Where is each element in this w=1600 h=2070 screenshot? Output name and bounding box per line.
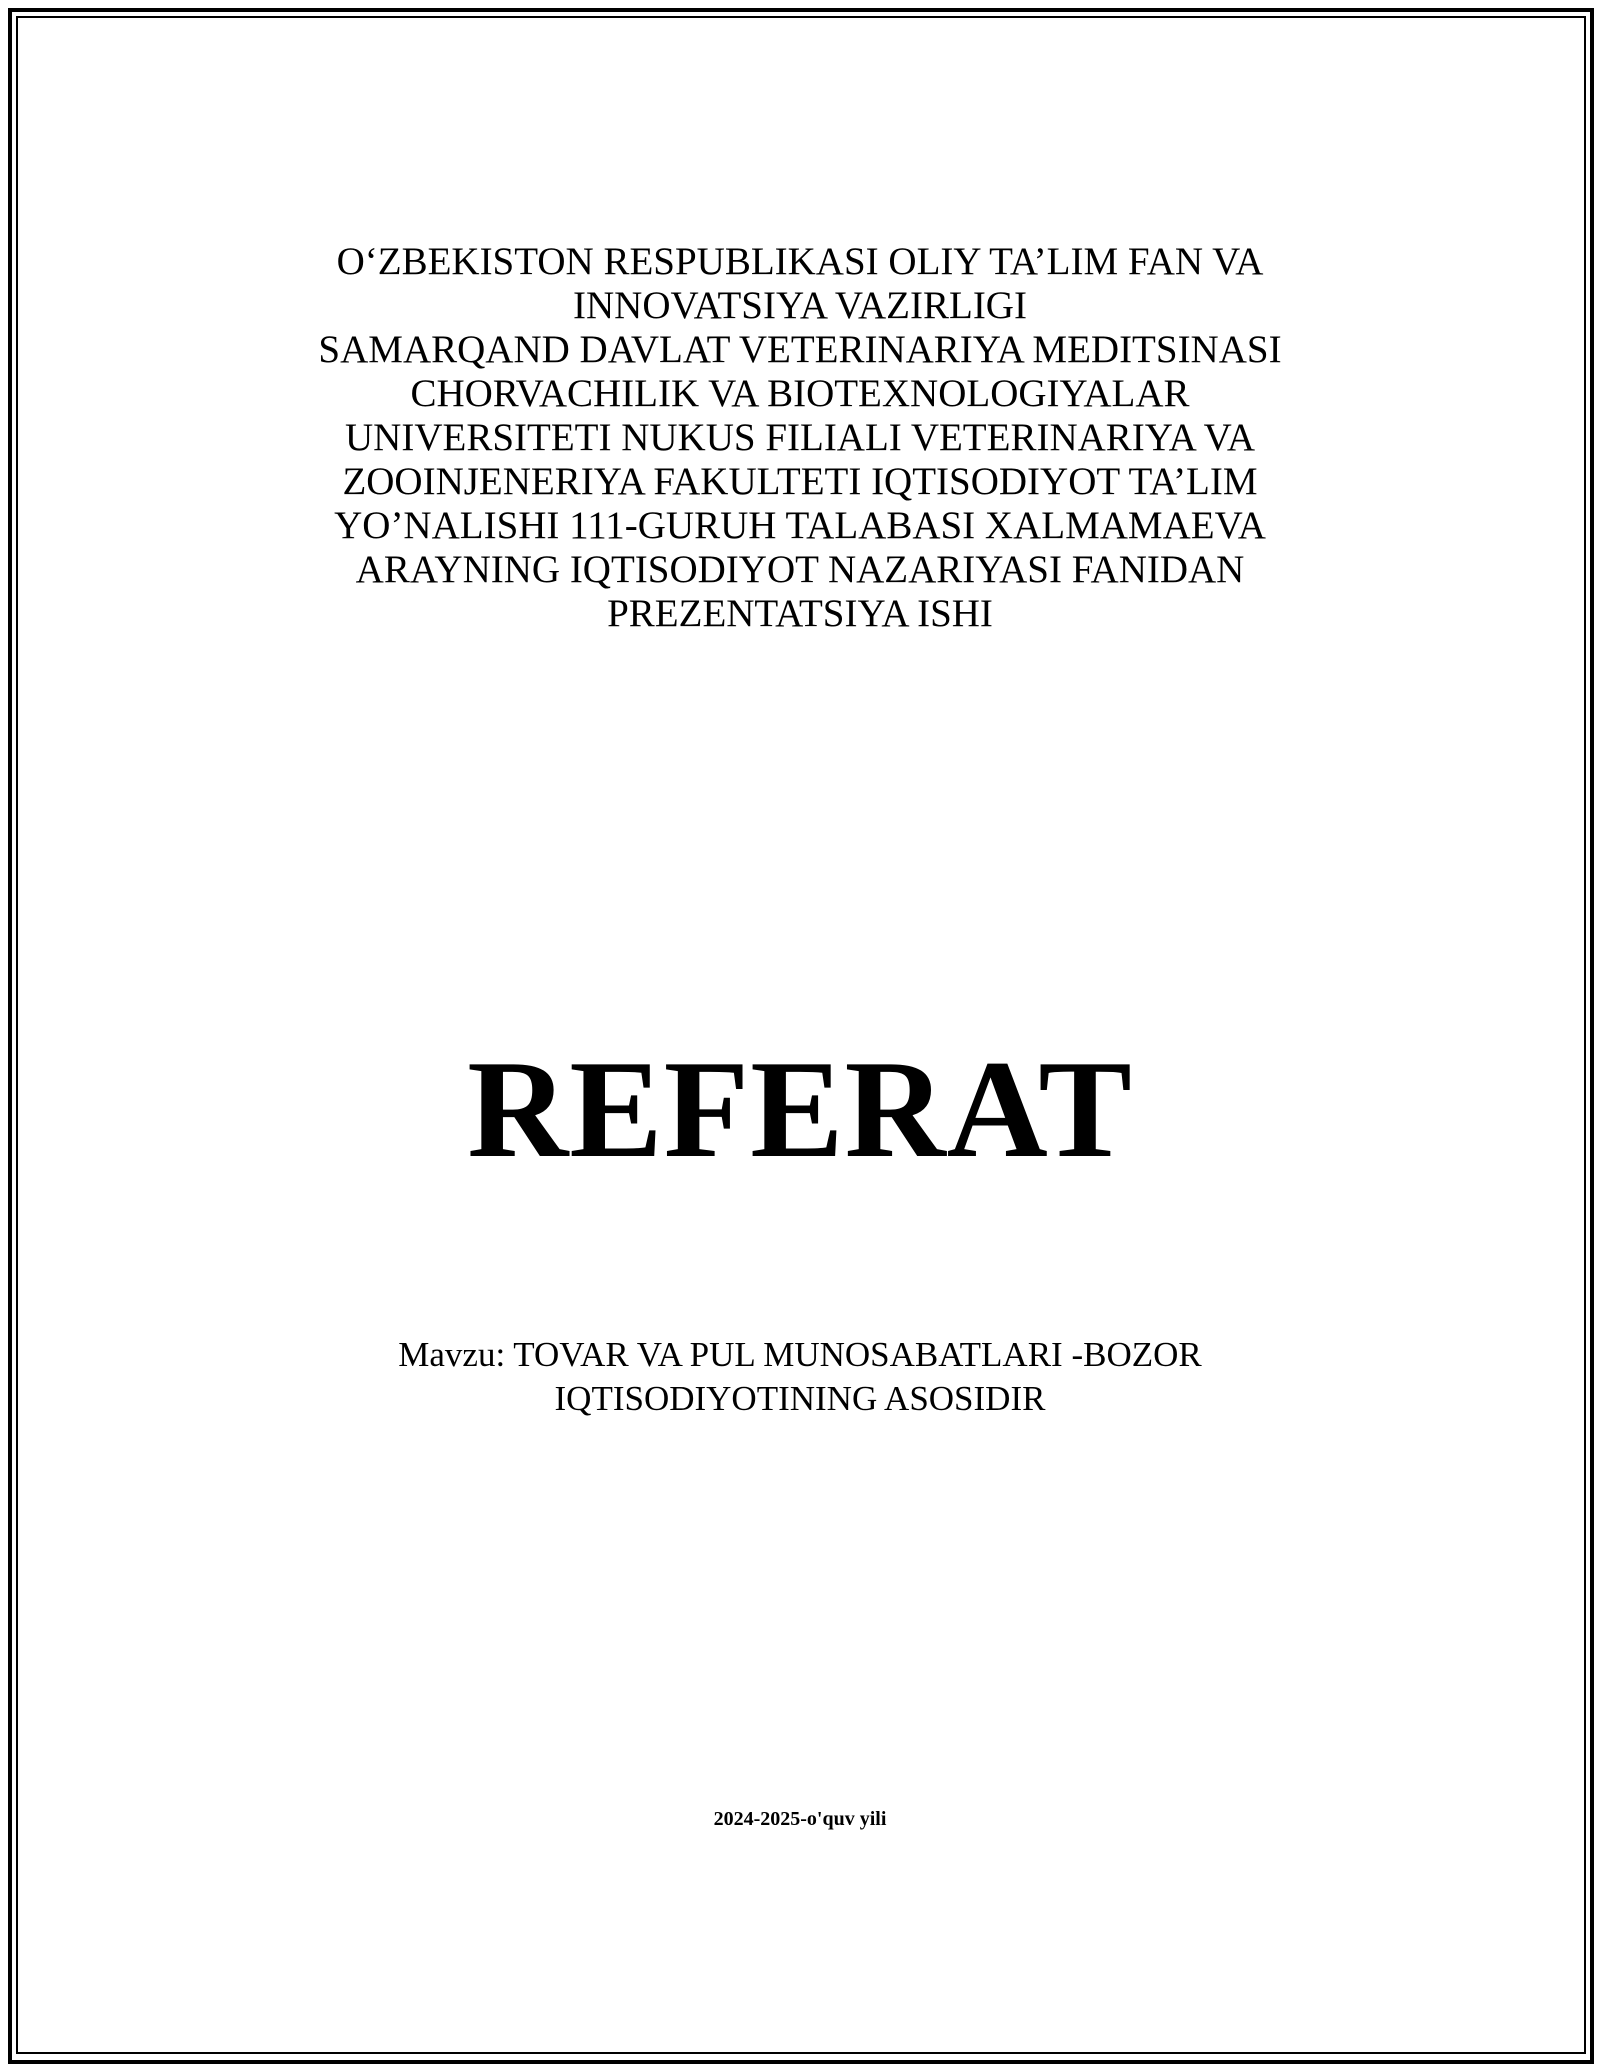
academic-year: 2024-2025-o'quv yili xyxy=(713,1808,887,1830)
header-line: INNOVATSIYA VAZIRLIGI xyxy=(573,284,1027,327)
topic-line: Mavzu: TOVAR VA PUL MUNOSABATLARI -BOZOR xyxy=(398,1335,1202,1374)
document-title: REFERAT xyxy=(467,1032,1133,1187)
header-line: O‘ZBEKISTON RESPUBLIKASI OLIY TA’LIM FAN VA xyxy=(336,240,1264,283)
topic-line: IQTISODIYOTINING ASOSIDIR xyxy=(554,1379,1046,1418)
institution-header xyxy=(200,240,1400,636)
header-line: PREZENTATSIYA ISHI xyxy=(607,592,993,635)
header-line: SAMARQAND DAVLAT VETERINARIYA MEDITSINASI xyxy=(318,328,1282,371)
header-line: CHORVACHILIK VA BIOTEXNOLOGIYALAR xyxy=(410,372,1190,415)
header-line: UNIVERSITETI NUKUS FILIALI VETERINARIYA VA xyxy=(345,416,1255,459)
topic-block xyxy=(200,1333,1400,1421)
header-line: ZOOINJENERIYA FAKULTETI IQTISODIYOT TA’LIM xyxy=(342,460,1258,503)
header-line: ARAYNING IQTISODIYOT NAZARIYASI FANIDAN xyxy=(355,548,1245,591)
header-line: YO’NALISHI 111-GURUH TALABASI XALMAMAEVA xyxy=(334,504,1266,547)
